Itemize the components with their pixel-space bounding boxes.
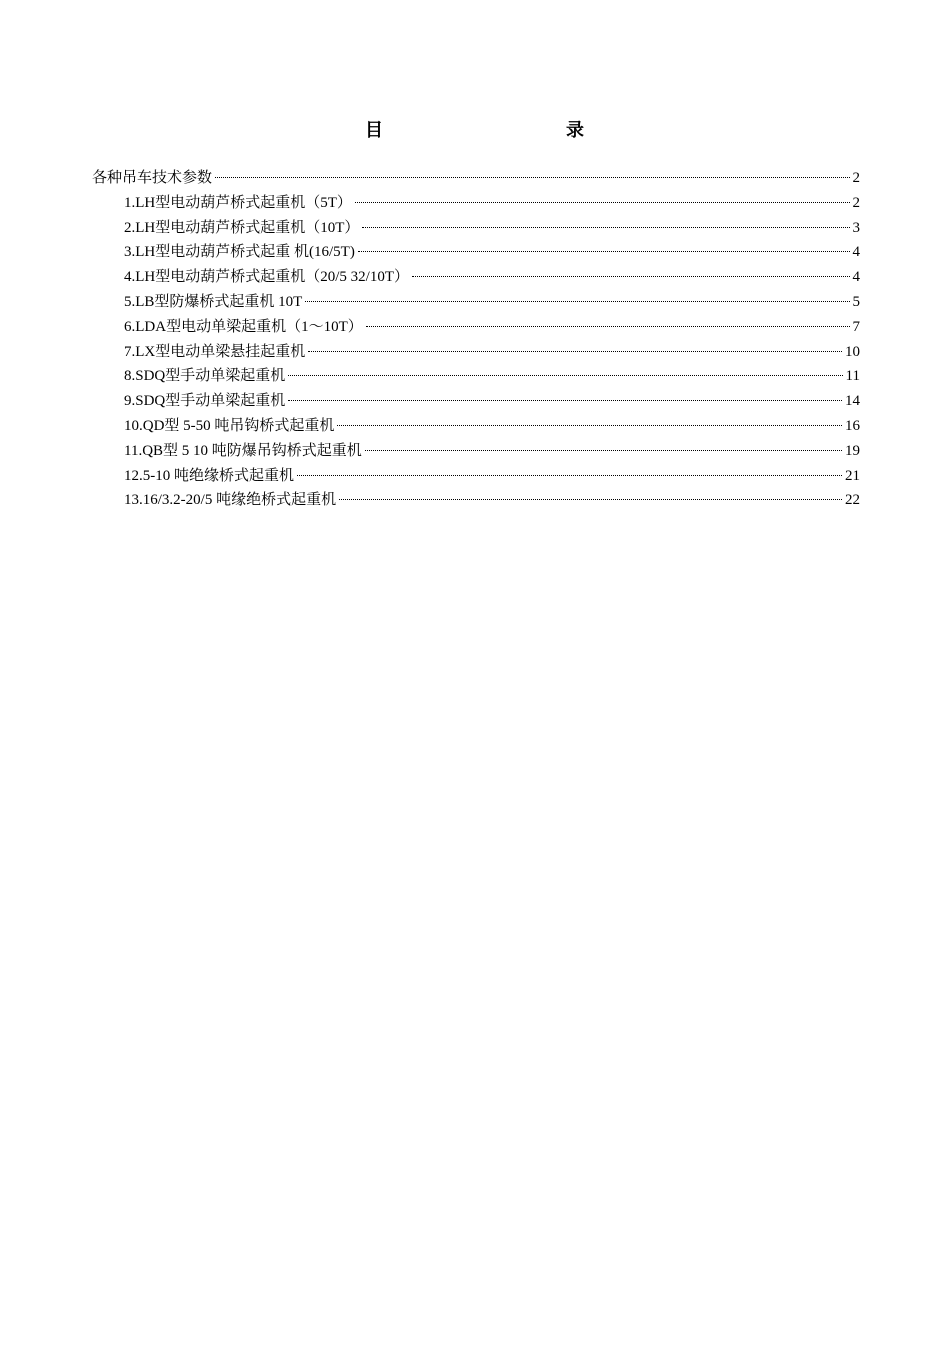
- toc-entry-label: 9.SDQ型手动单梁起重机: [124, 393, 286, 410]
- toc-entry-page-number: 4: [852, 244, 860, 261]
- toc-entry[interactable]: [92, 389, 860, 414]
- toc-entry-label: 6.LDA型电动单梁起重机（1～10T）: [124, 318, 363, 335]
- toc-entry-page-number: 10: [845, 343, 860, 360]
- toc-dot-leader: [362, 227, 849, 228]
- toc-entry-page-number: 22: [845, 492, 860, 509]
- toc-entry[interactable]: [92, 488, 860, 513]
- toc-dot-leader: [308, 351, 842, 352]
- toc-entry[interactable]: [92, 265, 860, 290]
- toc-entry-label: 8.SDQ型手动单梁起重机: [124, 368, 286, 385]
- toc-entry[interactable]: [92, 216, 860, 241]
- toc-dot-leader: [288, 375, 842, 376]
- toc-entry-page-number: 2: [852, 194, 860, 211]
- toc-entry[interactable]: [92, 414, 860, 439]
- toc-entry-page-number: 5: [852, 293, 860, 310]
- toc-dot-leader: [358, 251, 850, 252]
- toc-entry[interactable]: [92, 439, 860, 464]
- toc-entry-page-number: 7: [852, 318, 860, 335]
- toc-entry[interactable]: [92, 364, 860, 389]
- toc-entry[interactable]: [92, 240, 860, 265]
- toc-entry-page-number: 19: [845, 442, 860, 459]
- toc-entry[interactable]: [92, 191, 860, 216]
- toc-dot-leader: [412, 276, 850, 277]
- toc-entry-label: 13.16/3.2-20/5 吨缘绝桥式起重机: [124, 492, 337, 509]
- toc-entry[interactable]: [92, 290, 860, 315]
- toc-dot-leader: [365, 450, 842, 451]
- toc-entry-label: 4.LH型电动葫芦桥式起重机（20/5 32/10T）: [124, 269, 409, 286]
- toc-title-char-1: 目: [365, 120, 383, 140]
- toc-entry[interactable]: [92, 340, 860, 365]
- toc-entry-label: 各种吊车技术参数: [92, 170, 213, 186]
- toc-entry[interactable]: [92, 464, 860, 489]
- toc-entry-page-number: 11: [845, 368, 860, 385]
- toc-title-char-2: 录: [566, 120, 584, 140]
- toc-entry-page-number: 16: [845, 417, 860, 434]
- toc-entry-label: 10.QD型 5-50 吨吊钩桥式起重机: [124, 417, 335, 434]
- toc-dot-leader: [366, 326, 850, 327]
- toc-entry-label: 11.QB型 5 10 吨防爆吊钩桥式起重机: [124, 442, 362, 459]
- toc-entry-page-number: 4: [852, 269, 860, 286]
- toc-dot-leader: [339, 499, 842, 500]
- toc-dot-leader: [337, 425, 842, 426]
- toc-dot-leader: [355, 202, 850, 203]
- toc-entry[interactable]: [92, 315, 860, 340]
- toc-dot-leader: [215, 177, 849, 178]
- toc-entry-page-number: 21: [845, 467, 860, 484]
- toc-dot-leader: [305, 301, 849, 302]
- toc-entry-page-number: 14: [845, 393, 860, 410]
- toc-entry[interactable]: [92, 166, 860, 191]
- toc-entry-label: 3.LH型电动葫芦桥式起重 机(16/5T): [124, 244, 355, 261]
- toc-title: [0, 116, 950, 142]
- toc-entry-label: 5.LB型防爆桥式起重机 10T: [124, 293, 303, 310]
- toc-entry-label: 7.LX型电动单梁悬挂起重机: [124, 343, 306, 360]
- toc-dot-leader: [288, 400, 842, 401]
- toc-dot-leader: [297, 475, 842, 476]
- toc-entry-page-number: 3: [852, 219, 860, 236]
- toc-entry-page-number: 2: [852, 170, 860, 186]
- toc-list: [92, 166, 860, 513]
- toc-entry-label: 2.LH型电动葫芦桥式起重机（10T）: [124, 219, 360, 236]
- toc-entry-label: 12.5-10 吨绝缘桥式起重机: [124, 467, 294, 484]
- toc-entry-label: 1.LH型电动葫芦桥式起重机（5T）: [124, 194, 352, 211]
